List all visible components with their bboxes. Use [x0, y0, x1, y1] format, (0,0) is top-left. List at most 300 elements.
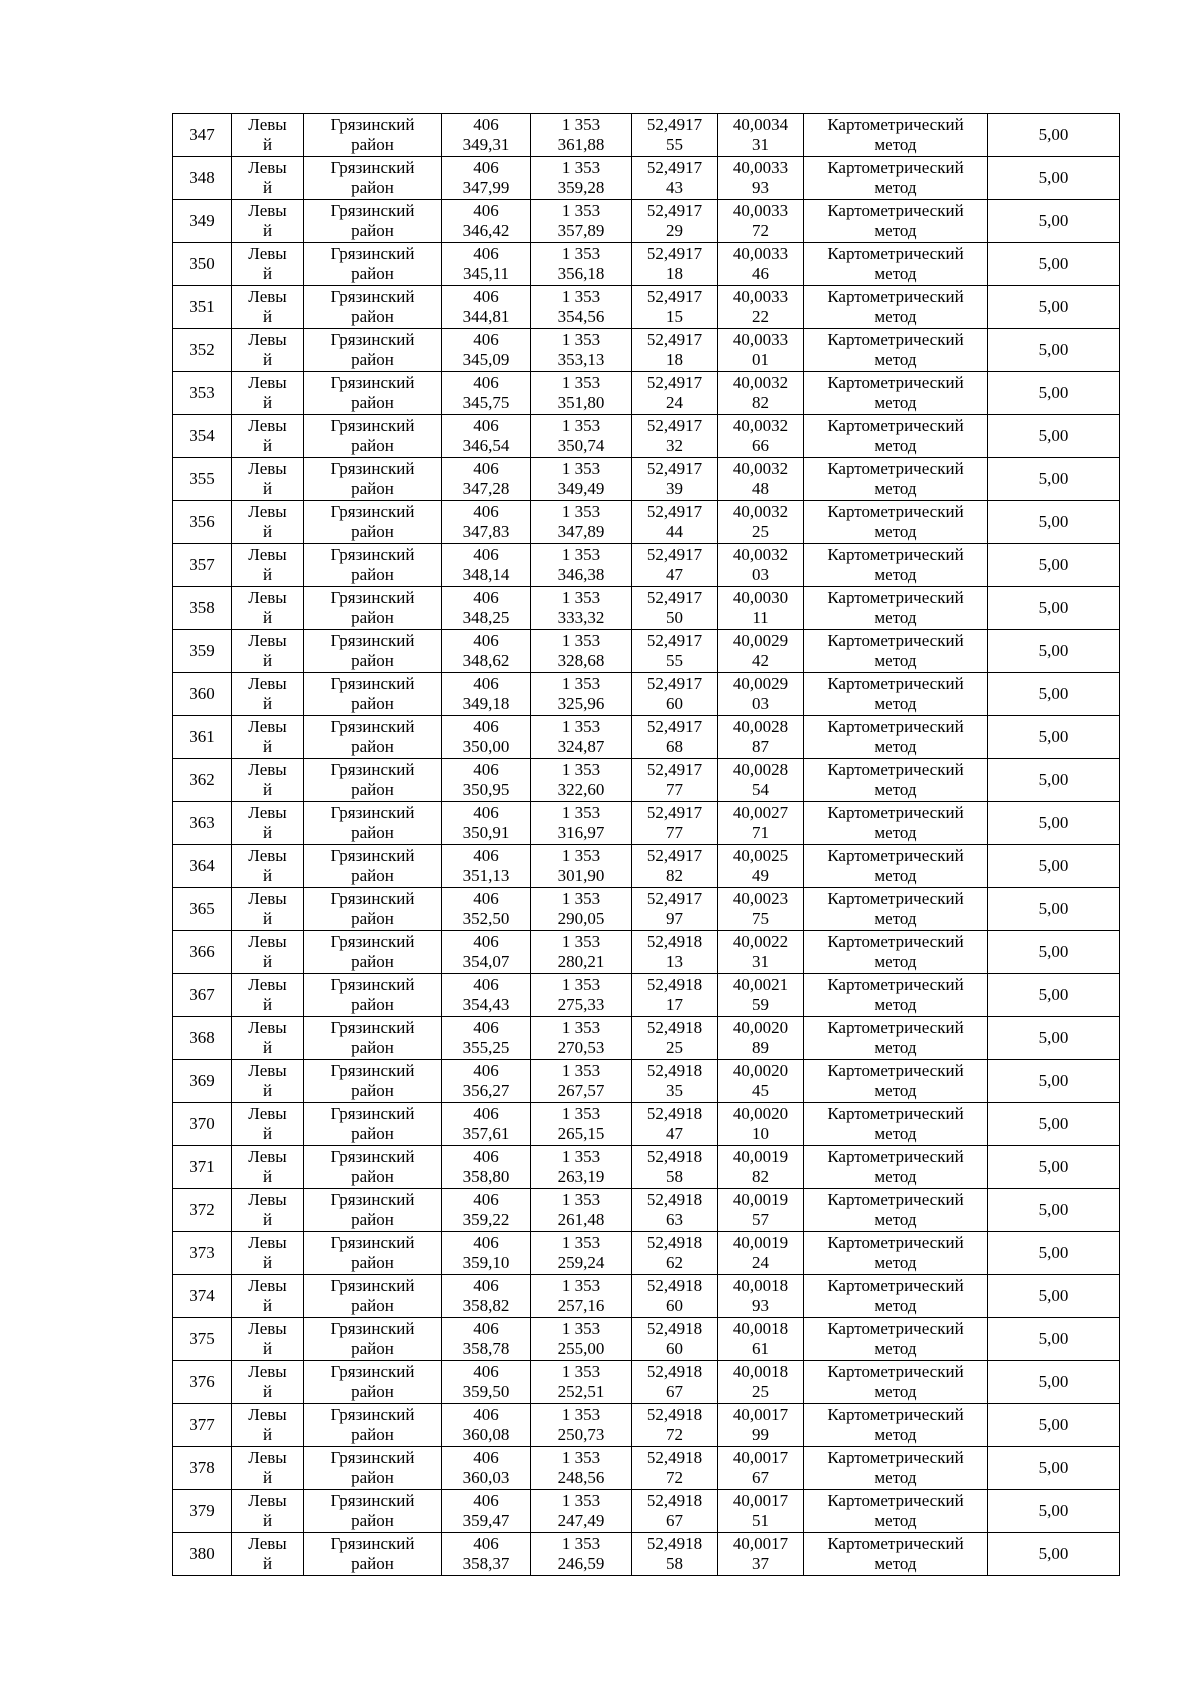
method-text: метод: [874, 1296, 917, 1315]
side-text: й: [262, 479, 273, 498]
accuracy-text: 5,00: [1038, 1028, 1069, 1047]
cell-y-coordinate: [531, 1361, 632, 1404]
cell-method: [804, 372, 988, 415]
y-coordinate-text: 325,96: [557, 694, 605, 713]
cell-method: [804, 114, 988, 157]
accuracy-text: 5,00: [1038, 340, 1069, 359]
district-text: Грязинский: [330, 1362, 415, 1381]
x-coordinate-text: 406: [473, 1190, 499, 1209]
table-row: [173, 1103, 1120, 1146]
cell-side: [232, 1232, 304, 1275]
latitude-text: 52,4918: [646, 1362, 703, 1381]
method-text: Картометрический: [827, 1319, 964, 1338]
cell-accuracy: [988, 888, 1120, 931]
district-text: Грязинский: [330, 760, 415, 779]
x-coordinate-text: 406: [473, 545, 499, 564]
district-text: Грязинский: [330, 459, 415, 478]
y-coordinate-text: 1 353: [561, 1534, 601, 1553]
cell-side: [232, 845, 304, 888]
y-coordinate-text: 1 353: [561, 1233, 601, 1252]
latitude-text: 52,4918: [646, 1061, 703, 1080]
accuracy-text: 5,00: [1038, 1157, 1069, 1176]
cell-side: [232, 974, 304, 1017]
point-number-text: 374: [189, 1286, 215, 1305]
point-number-text: 362: [189, 770, 215, 789]
accuracy-text: 5,00: [1038, 168, 1069, 187]
cell-y-coordinate: [531, 501, 632, 544]
latitude-text: 52,4917: [646, 416, 703, 435]
cell-point-number: [173, 1447, 232, 1490]
longitude-text: 11: [752, 608, 769, 627]
cell-district: [304, 544, 442, 587]
point-number-text: 351: [189, 297, 215, 316]
cell-district: [304, 501, 442, 544]
method-text: Картометрический: [827, 1448, 964, 1467]
cell-side: [232, 1189, 304, 1232]
table-row: [173, 673, 1120, 716]
latitude-text: 58: [666, 1554, 683, 1573]
cell-side: [232, 1361, 304, 1404]
x-coordinate-text: 347,28: [462, 479, 510, 498]
method-text: Картометрический: [827, 760, 964, 779]
longitude-text: 45: [752, 1081, 769, 1100]
latitude-text: 24: [666, 393, 683, 412]
side-text: Левы: [248, 1104, 287, 1123]
x-coordinate-text: 406: [473, 1405, 499, 1424]
cell-y-coordinate: [531, 1232, 632, 1275]
cell-point-number: [173, 630, 232, 673]
side-text: й: [262, 1124, 273, 1143]
longitude-text: 40,0023: [732, 889, 789, 908]
x-coordinate-text: 347,99: [462, 178, 510, 197]
cell-side: [232, 1060, 304, 1103]
longitude-text: 46: [752, 264, 769, 283]
cell-point-number: [173, 415, 232, 458]
latitude-text: 39: [666, 479, 683, 498]
cell-accuracy: [988, 114, 1120, 157]
district-text: Грязинский: [330, 545, 415, 564]
latitude-text: 52,4917: [646, 158, 703, 177]
cell-longitude: [718, 845, 804, 888]
y-coordinate-text: 350,74: [557, 436, 605, 455]
side-text: й: [262, 1038, 273, 1057]
method-text: Картометрический: [827, 1491, 964, 1510]
point-number-text: 355: [189, 469, 215, 488]
district-text: Грязинский: [330, 1276, 415, 1295]
cell-x-coordinate: [442, 1318, 531, 1361]
district-text: район: [351, 1554, 394, 1573]
district-text: Грязинский: [330, 201, 415, 220]
x-coordinate-text: 406: [473, 416, 499, 435]
side-text: й: [262, 1339, 273, 1358]
y-coordinate-text: 353,13: [557, 350, 605, 369]
district-text: район: [351, 1511, 394, 1530]
cell-latitude: [632, 544, 718, 587]
side-text: й: [262, 393, 273, 412]
method-text: Картометрический: [827, 373, 964, 392]
cell-y-coordinate: [531, 845, 632, 888]
y-coordinate-text: 1 353: [561, 631, 601, 650]
cell-longitude: [718, 1017, 804, 1060]
cell-accuracy: [988, 200, 1120, 243]
latitude-text: 52,4918: [646, 1190, 703, 1209]
cell-y-coordinate: [531, 1146, 632, 1189]
method-text: метод: [874, 1468, 917, 1487]
cell-method: [804, 888, 988, 931]
side-text: Левы: [248, 1362, 287, 1381]
cell-longitude: [718, 1189, 804, 1232]
cell-y-coordinate: [531, 1275, 632, 1318]
table-row: [173, 1361, 1120, 1404]
district-text: район: [351, 1081, 394, 1100]
cell-x-coordinate: [442, 415, 531, 458]
method-text: Картометрический: [827, 631, 964, 650]
longitude-text: 40,0032: [732, 416, 789, 435]
method-text: метод: [874, 307, 917, 326]
latitude-text: 52,4917: [646, 287, 703, 306]
district-text: район: [351, 1382, 394, 1401]
cell-side: [232, 329, 304, 372]
cell-accuracy: [988, 587, 1120, 630]
district-text: район: [351, 995, 394, 1014]
latitude-text: 52,4917: [646, 846, 703, 865]
cell-district: [304, 114, 442, 157]
longitude-text: 40,0020: [732, 1061, 789, 1080]
cell-point-number: [173, 114, 232, 157]
longitude-text: 03: [752, 565, 769, 584]
table-row: [173, 1275, 1120, 1318]
cell-x-coordinate: [442, 1275, 531, 1318]
longitude-text: 10: [752, 1124, 769, 1143]
table-row: [173, 802, 1120, 845]
x-coordinate-text: 359,47: [462, 1511, 510, 1530]
method-text: Картометрический: [827, 674, 964, 693]
x-coordinate-text: 406: [473, 502, 499, 521]
accuracy-text: 5,00: [1038, 770, 1069, 789]
point-number-text: 349: [189, 211, 215, 230]
cell-method: [804, 286, 988, 329]
longitude-text: 31: [752, 952, 769, 971]
cell-latitude: [632, 1318, 718, 1361]
method-text: Картометрический: [827, 889, 964, 908]
cell-district: [304, 1146, 442, 1189]
table-row: [173, 1189, 1120, 1232]
cell-x-coordinate: [442, 501, 531, 544]
side-text: й: [262, 565, 273, 584]
side-text: й: [262, 952, 273, 971]
cell-accuracy: [988, 1318, 1120, 1361]
method-text: метод: [874, 1425, 917, 1444]
x-coordinate-text: 406: [473, 889, 499, 908]
latitude-text: 77: [666, 823, 683, 842]
method-text: Картометрический: [827, 1362, 964, 1381]
longitude-text: 67: [752, 1468, 769, 1487]
cell-accuracy: [988, 458, 1120, 501]
side-text: й: [262, 1382, 273, 1401]
cell-accuracy: [988, 931, 1120, 974]
cell-longitude: [718, 286, 804, 329]
side-text: й: [262, 522, 273, 541]
cell-accuracy: [988, 673, 1120, 716]
cell-latitude: [632, 1404, 718, 1447]
cell-latitude: [632, 716, 718, 759]
longitude-text: 01: [752, 350, 769, 369]
cell-longitude: [718, 157, 804, 200]
method-text: Картометрический: [827, 502, 964, 521]
side-text: Левы: [248, 1491, 287, 1510]
method-text: Картометрический: [827, 1405, 964, 1424]
district-text: Грязинский: [330, 1061, 415, 1080]
accuracy-text: 5,00: [1038, 1243, 1069, 1262]
cell-method: [804, 1103, 988, 1146]
cell-longitude: [718, 759, 804, 802]
side-text: й: [262, 823, 273, 842]
cell-district: [304, 1103, 442, 1146]
latitude-text: 52,4917: [646, 889, 703, 908]
district-text: Грязинский: [330, 158, 415, 177]
latitude-text: 60: [666, 1339, 683, 1358]
cell-district: [304, 458, 442, 501]
longitude-text: 66: [752, 436, 769, 455]
cell-accuracy: [988, 974, 1120, 1017]
method-text: Картометрический: [827, 1061, 964, 1080]
cell-point-number: [173, 716, 232, 759]
longitude-text: 82: [752, 1167, 769, 1186]
x-coordinate-text: 406: [473, 158, 499, 177]
cell-side: [232, 802, 304, 845]
district-text: Грязинский: [330, 846, 415, 865]
cell-point-number: [173, 1490, 232, 1533]
cell-method: [804, 501, 988, 544]
district-text: Грязинский: [330, 1319, 415, 1338]
y-coordinate-text: 1 353: [561, 1147, 601, 1166]
cell-district: [304, 1447, 442, 1490]
cell-latitude: [632, 1275, 718, 1318]
y-coordinate-text: 265,15: [557, 1124, 605, 1143]
side-text: Левы: [248, 459, 287, 478]
x-coordinate-text: 359,22: [462, 1210, 510, 1229]
method-text: метод: [874, 436, 917, 455]
cell-point-number: [173, 372, 232, 415]
table-row: [173, 157, 1120, 200]
cell-accuracy: [988, 1232, 1120, 1275]
accuracy-text: 5,00: [1038, 426, 1069, 445]
cell-point-number: [173, 501, 232, 544]
point-number-text: 353: [189, 383, 215, 402]
longitude-text: 99: [752, 1425, 769, 1444]
district-text: район: [351, 608, 394, 627]
method-text: метод: [874, 264, 917, 283]
latitude-text: 52,4918: [646, 1534, 703, 1553]
accuracy-text: 5,00: [1038, 641, 1069, 660]
cell-district: [304, 286, 442, 329]
longitude-text: 40,0020: [732, 1018, 789, 1037]
district-text: район: [351, 866, 394, 885]
accuracy-text: 5,00: [1038, 211, 1069, 230]
side-text: Левы: [248, 244, 287, 263]
cell-longitude: [718, 1533, 804, 1576]
cell-accuracy: [988, 1103, 1120, 1146]
cell-latitude: [632, 1060, 718, 1103]
cell-x-coordinate: [442, 458, 531, 501]
cell-method: [804, 1490, 988, 1533]
district-text: Грязинский: [330, 803, 415, 822]
cell-x-coordinate: [442, 1146, 531, 1189]
side-text: Левы: [248, 1405, 287, 1424]
cell-side: [232, 759, 304, 802]
cell-longitude: [718, 802, 804, 845]
longitude-text: 40,0029: [732, 631, 789, 650]
y-coordinate-text: 1 353: [561, 459, 601, 478]
table-row: [173, 1318, 1120, 1361]
longitude-text: 40,0018: [732, 1319, 789, 1338]
cell-latitude: [632, 200, 718, 243]
cell-longitude: [718, 1361, 804, 1404]
table-row: [173, 630, 1120, 673]
side-text: й: [262, 178, 273, 197]
x-coordinate-text: 359,50: [462, 1382, 510, 1401]
x-coordinate-text: 406: [473, 1319, 499, 1338]
cell-method: [804, 1146, 988, 1189]
district-text: район: [351, 1210, 394, 1229]
latitude-text: 52,4917: [646, 115, 703, 134]
cell-accuracy: [988, 544, 1120, 587]
x-coordinate-text: 406: [473, 1276, 499, 1295]
cell-latitude: [632, 243, 718, 286]
latitude-text: 44: [666, 522, 683, 541]
cell-side: [232, 1533, 304, 1576]
x-coordinate-text: 358,82: [462, 1296, 510, 1315]
y-coordinate-text: 322,60: [557, 780, 605, 799]
cell-y-coordinate: [531, 1404, 632, 1447]
cell-side: [232, 1490, 304, 1533]
side-text: й: [262, 1253, 273, 1272]
method-text: Картометрический: [827, 416, 964, 435]
point-number-text: 363: [189, 813, 215, 832]
latitude-text: 97: [666, 909, 683, 928]
latitude-text: 60: [666, 694, 683, 713]
method-text: Картометрический: [827, 1104, 964, 1123]
cell-y-coordinate: [531, 544, 632, 587]
district-text: Грязинский: [330, 1534, 415, 1553]
cell-x-coordinate: [442, 630, 531, 673]
side-text: Левы: [248, 1018, 287, 1037]
cell-x-coordinate: [442, 1060, 531, 1103]
longitude-text: 25: [752, 1382, 769, 1401]
y-coordinate-text: 361,88: [557, 135, 605, 154]
accuracy-text: 5,00: [1038, 254, 1069, 273]
cell-x-coordinate: [442, 1404, 531, 1447]
x-coordinate-text: 344,81: [462, 307, 510, 326]
latitude-text: 52,4917: [646, 244, 703, 263]
x-coordinate-text: 406: [473, 1491, 499, 1510]
cell-latitude: [632, 931, 718, 974]
cell-x-coordinate: [442, 329, 531, 372]
side-text: Левы: [248, 803, 287, 822]
point-number-text: 376: [189, 1372, 215, 1391]
table-row: [173, 200, 1120, 243]
x-coordinate-text: 358,78: [462, 1339, 510, 1358]
side-text: Левы: [248, 975, 287, 994]
table-row: [173, 501, 1120, 544]
y-coordinate-text: 248,56: [557, 1468, 605, 1487]
cell-district: [304, 372, 442, 415]
cell-longitude: [718, 243, 804, 286]
x-coordinate-text: 406: [473, 932, 499, 951]
longitude-text: 40,0028: [732, 760, 789, 779]
table-row: [173, 1146, 1120, 1189]
method-text: Картометрический: [827, 1018, 964, 1037]
latitude-text: 68: [666, 737, 683, 756]
latitude-text: 52,4918: [646, 1147, 703, 1166]
district-text: район: [351, 780, 394, 799]
table-row: [173, 716, 1120, 759]
cell-latitude: [632, 1232, 718, 1275]
longitude-text: 37: [752, 1554, 769, 1573]
longitude-text: 87: [752, 737, 769, 756]
longitude-text: 42: [752, 651, 769, 670]
cell-longitude: [718, 931, 804, 974]
side-text: й: [262, 307, 273, 326]
x-coordinate-text: 406: [473, 717, 499, 736]
side-text: Левы: [248, 889, 287, 908]
side-text: й: [262, 866, 273, 885]
method-text: метод: [874, 1382, 917, 1401]
cell-side: [232, 1146, 304, 1189]
x-coordinate-text: 345,75: [462, 393, 510, 412]
y-coordinate-text: 259,24: [557, 1253, 605, 1272]
x-coordinate-text: 406: [473, 975, 499, 994]
cell-district: [304, 1232, 442, 1275]
point-number-text: 371: [189, 1157, 215, 1176]
district-text: район: [351, 1124, 394, 1143]
cell-method: [804, 673, 988, 716]
y-coordinate-text: 354,56: [557, 307, 605, 326]
cell-side: [232, 501, 304, 544]
longitude-text: 40,0020: [732, 1104, 789, 1123]
side-text: й: [262, 1296, 273, 1315]
cell-longitude: [718, 544, 804, 587]
cell-side: [232, 243, 304, 286]
y-coordinate-text: 1 353: [561, 846, 601, 865]
district-text: район: [351, 952, 394, 971]
district-text: район: [351, 1339, 394, 1358]
x-coordinate-text: 348,14: [462, 565, 510, 584]
y-coordinate-text: 351,80: [557, 393, 605, 412]
accuracy-text: 5,00: [1038, 985, 1069, 1004]
cell-latitude: [632, 587, 718, 630]
longitude-text: 61: [752, 1339, 769, 1358]
method-text: метод: [874, 1339, 917, 1358]
cell-accuracy: [988, 1490, 1120, 1533]
cell-point-number: [173, 329, 232, 372]
longitude-text: 40,0033: [732, 287, 789, 306]
method-text: Картометрический: [827, 975, 964, 994]
cell-district: [304, 243, 442, 286]
cell-x-coordinate: [442, 1533, 531, 1576]
cell-point-number: [173, 673, 232, 716]
accuracy-text: 5,00: [1038, 469, 1069, 488]
x-coordinate-text: 406: [473, 846, 499, 865]
latitude-text: 52,4917: [646, 717, 703, 736]
side-text: Левы: [248, 1061, 287, 1080]
cell-latitude: [632, 1490, 718, 1533]
point-number-text: 367: [189, 985, 215, 1004]
district-text: район: [351, 1296, 394, 1315]
cell-y-coordinate: [531, 243, 632, 286]
cell-accuracy: [988, 716, 1120, 759]
accuracy-text: 5,00: [1038, 727, 1069, 746]
